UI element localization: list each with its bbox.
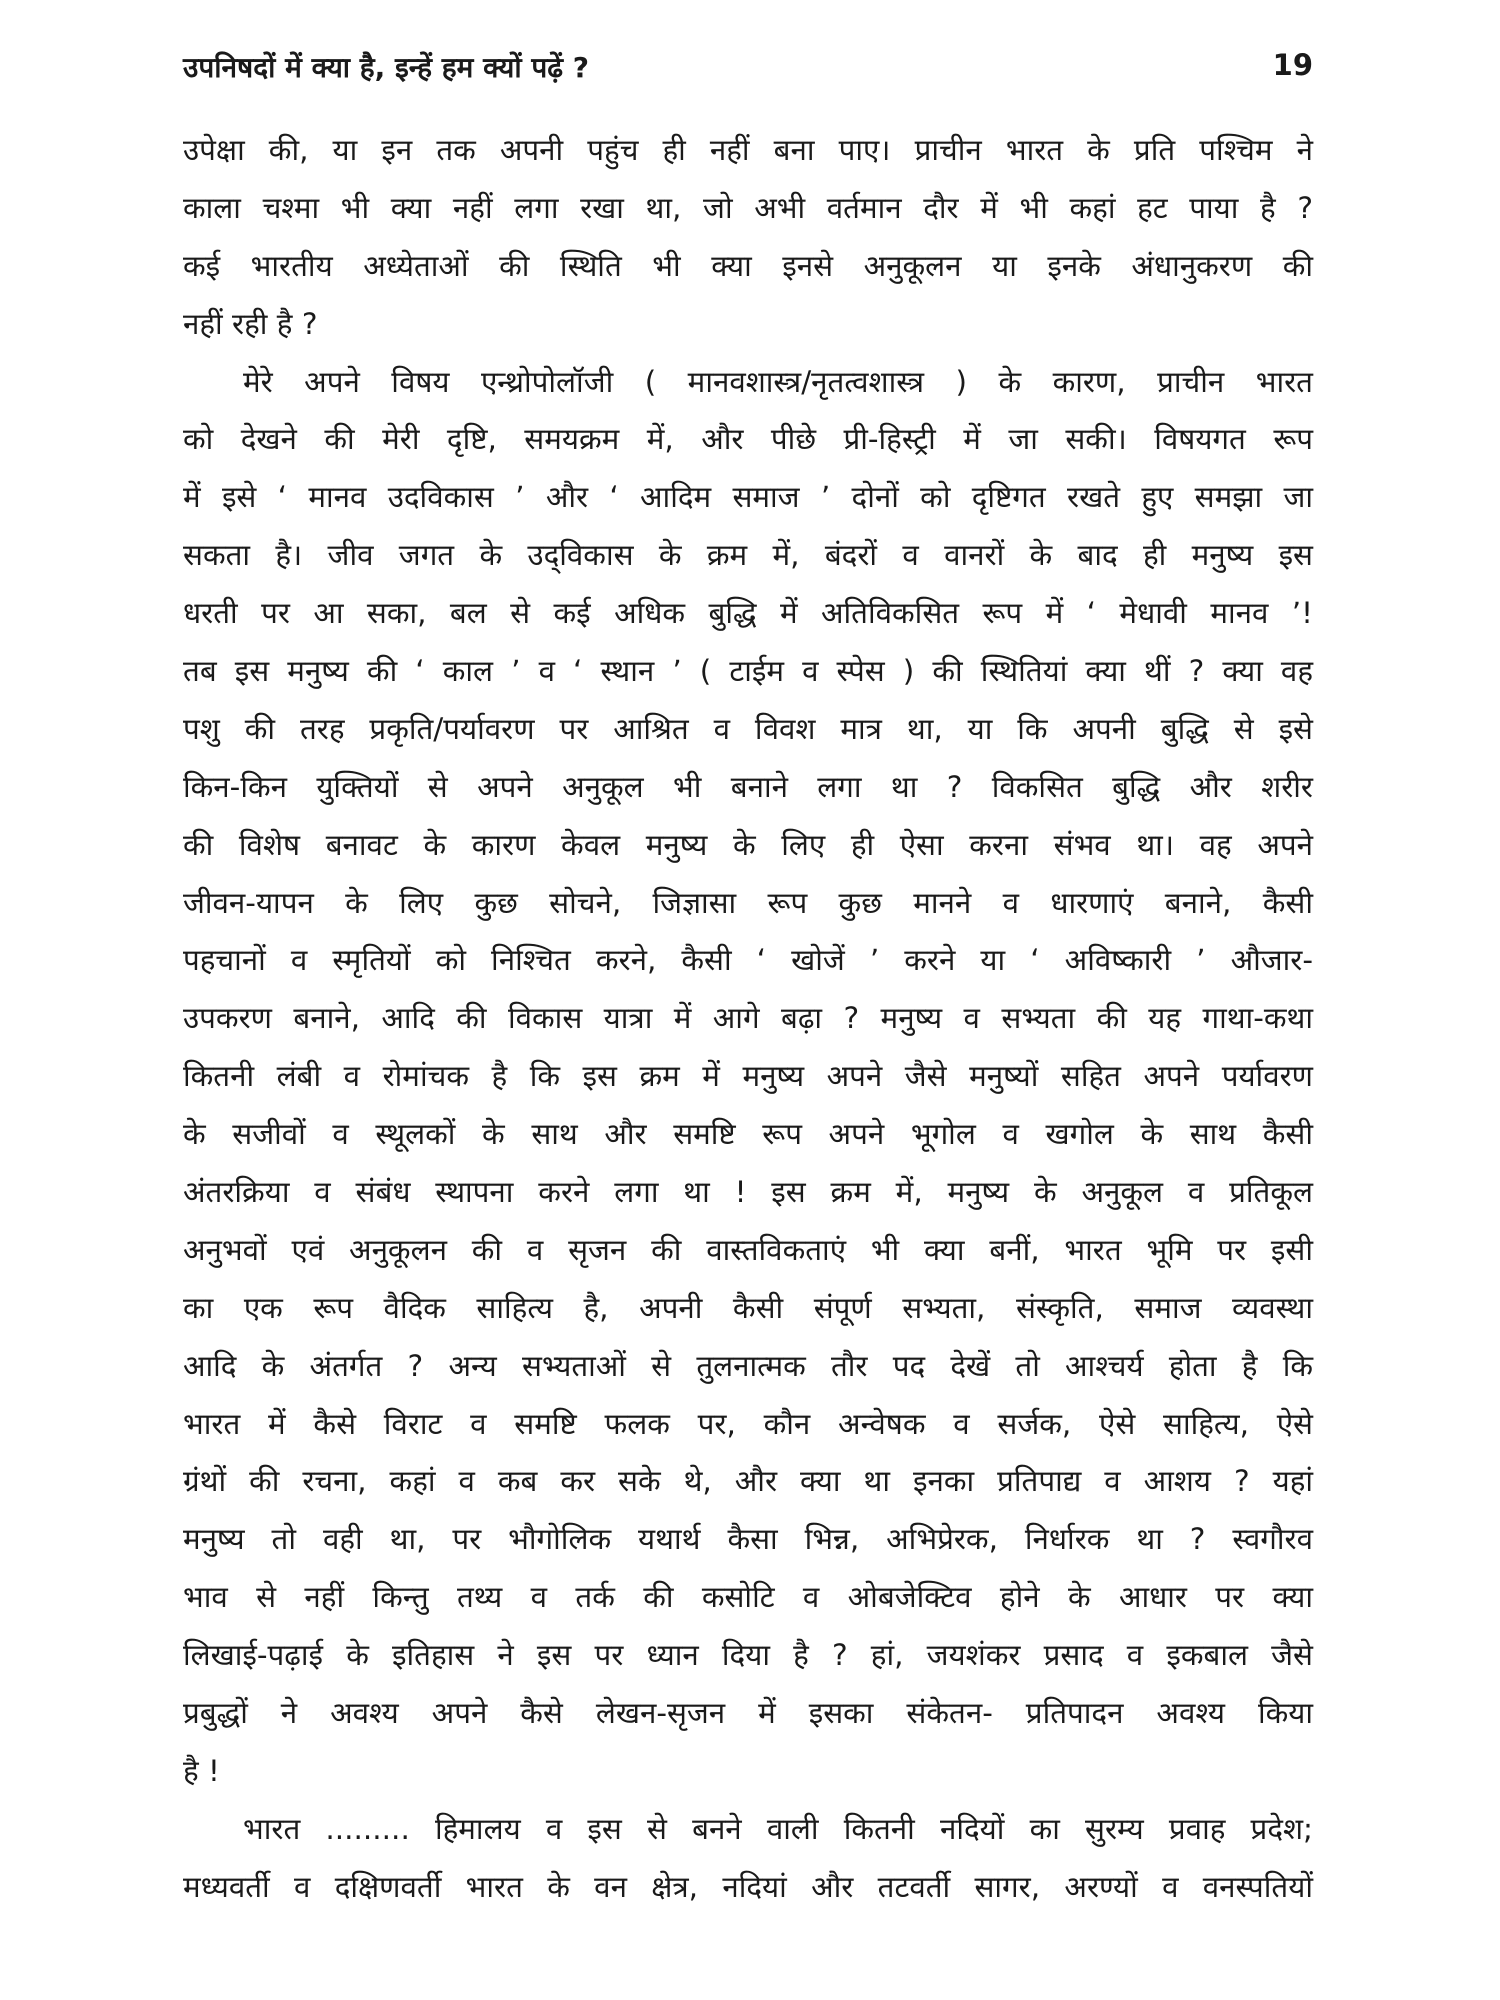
text-line: मध्यवर्ती व दक्षिणवर्ती भारत के वन क्षेत्र, नदियां और तटवर्ती सागर, अरण्यों व वनस्पतियों bbox=[183, 1869, 1313, 1904]
text-line: मनुष्य तो वही था, पर भौगोलिक यथार्थ कैसा भिन्न, अभिप्रेरक, निर्धारक था ? स्वगौरव bbox=[183, 1522, 1313, 1557]
text-line: ग्रंथों की रचना, कहां व कब कर सके थे, और क्या था इनका प्रतिपाद्य व आशय ? यहां bbox=[183, 1464, 1313, 1499]
text-line: भारत ......... हिमालय व इस से बनने वाली कितनी नदियों का सुरम्य प्रवाह प्रदेश; bbox=[243, 1811, 1313, 1846]
text-line: तब इस मनुष्य की ‘ काल ’ व ‘ स्थान ’ ( टाईम व स्पेस ) की स्थितियां क्या थीं ? क्या वह bbox=[183, 654, 1313, 689]
text-line: में इसे ‘ मानव उदविकास ’ और ‘ आदिम समाज ’ दोनों को दृष्टिगत रखते हुए समझा जा bbox=[183, 480, 1313, 515]
text-line: पहचानों व स्मृतियों को निश्चित करने, कैसी ‘ खोजें ’ करने या ‘ अविष्कारी ’ औजार- bbox=[183, 943, 1313, 978]
paragraph bbox=[183, 122, 1313, 354]
text-line: धरती पर आ सका, बल से कई अधिक बुद्धि में अतिविकसित रूप में ‘ मेधावी मानव ’! bbox=[183, 596, 1313, 631]
paragraph bbox=[183, 354, 1313, 1801]
running-header bbox=[183, 42, 1313, 102]
text-line: की विशेष बनावट के कारण केवल मनुष्य के लिए ही ऐसा करना संभव था। वह अपने bbox=[183, 827, 1313, 862]
text-line: कितनी लंबी व रोमांचक है कि इस क्रम में मनुष्य अपने जैसे मनुष्यों सहित अपने पर्यावरण bbox=[183, 1059, 1313, 1094]
text-line: आदि के अंतर्गत ? अन्य सभ्यताओं से तुलनात्मक तौर पद देखें तो आश्चर्य होता है कि bbox=[183, 1348, 1313, 1383]
running-title: उपनिषदों में क्या है, इन्हें हम क्यों पढ़ें ? bbox=[183, 51, 590, 84]
text-line: प्रबुद्धों ने अवश्य अपने कैसे लेखन-सृजन में इसका संकेतन- प्रतिपादन अवश्य किया bbox=[183, 1696, 1313, 1731]
text-line: के सजीवों व स्थूलकों के साथ और समष्टि रूप अपने भूगोल व खगोल के साथ कैसी bbox=[183, 1117, 1313, 1152]
text-line: जीवन-यापन के लिए कुछ सोचने, जिज्ञासा रूप कुछ मानने व धारणाएं बनाने, कैसी bbox=[183, 885, 1313, 920]
text-line: सकता है। जीव जगत के उद्‌विकास के क्रम में, बंदरों व वानरों के बाद ही मनुष्य इस bbox=[183, 538, 1313, 573]
text-line: अनुभवों एवं अनुकूलन की व सृजन की वास्तविकताएं भी क्या बनीं, भारत भूमि पर इसी bbox=[183, 1232, 1313, 1267]
text-line: अंतरक्रिया व संबंध स्थापना करने लगा था ! इस क्रम में, मनुष्य के अनुकूल व प्रतिकूल bbox=[183, 1175, 1313, 1210]
text-line: है ! bbox=[183, 1753, 220, 1788]
text-line: उपकरण बनाने, आदि की विकास यात्रा में आगे बढ़ा ? मनुष्य व सभ्यता की यह गाथा-कथा bbox=[183, 1001, 1313, 1036]
text-line: उपेक्षा की, या इन तक अपनी पहुंच ही नहीं बना पाए। प्राचीन भारत के प्रति पश्चिम ने bbox=[183, 133, 1313, 167]
paragraph bbox=[183, 1801, 1313, 1917]
text-line: का एक रूप वैदिक साहित्य है, अपनी कैसी संपूर्ण सभ्यता, संस्कृति, समाज व्यवस्था bbox=[183, 1290, 1313, 1325]
text-line: नहीं रही है ? bbox=[183, 306, 318, 341]
text-line: काला चश्मा भी क्या नहीं लगा रखा था, जो अभी वर्तमान दौर में भी कहां हट पाया है ? bbox=[183, 190, 1313, 225]
text-line: भाव से नहीं किन्तु तथ्य व तर्क की कसोटि व ओबजेक्टिव होने के आधार पर क्या bbox=[183, 1580, 1313, 1615]
page-body bbox=[183, 122, 1313, 1917]
page-number: 19 bbox=[1272, 48, 1313, 82]
text-line: लिखाई-पढ़ाई के इतिहास ने इस पर ध्यान दिया है ? हां, जयशंकर प्रसाद व इकबाल जैसे bbox=[183, 1638, 1313, 1673]
text-line: कई भारतीय अध्येताओं की स्थिति भी क्या इनसे अनुकूलन या इनके अंधानुकरण की bbox=[183, 248, 1313, 283]
text-line: किन-किन युक्तियों से अपने अनुकूल भी बनाने लगा था ? विकसित बुद्धि और शरीर bbox=[183, 769, 1313, 804]
text-line: मेरे अपने विषय एन्थ्रोपोलॉजी ( मानवशास्त्र/नृतत्वशास्त्र ) के कारण, प्राचीन भारत bbox=[243, 364, 1313, 399]
text-line: पशु की तरह प्रकृति/पर्यावरण पर आश्रित व विवश मात्र था, या कि अपनी बुद्धि से इसे bbox=[183, 711, 1313, 746]
text-line: भारत में कैसे विराट व समष्टि फलक पर, कौन अन्वेषक व सर्जक, ऐसे साहित्य, ऐसे bbox=[183, 1406, 1313, 1441]
text-line: को देखने की मेरी दृष्टि, समयक्रम में, और पीछे प्री-हिस्ट्री में जा सकी। विषयगत रूप bbox=[183, 422, 1313, 457]
